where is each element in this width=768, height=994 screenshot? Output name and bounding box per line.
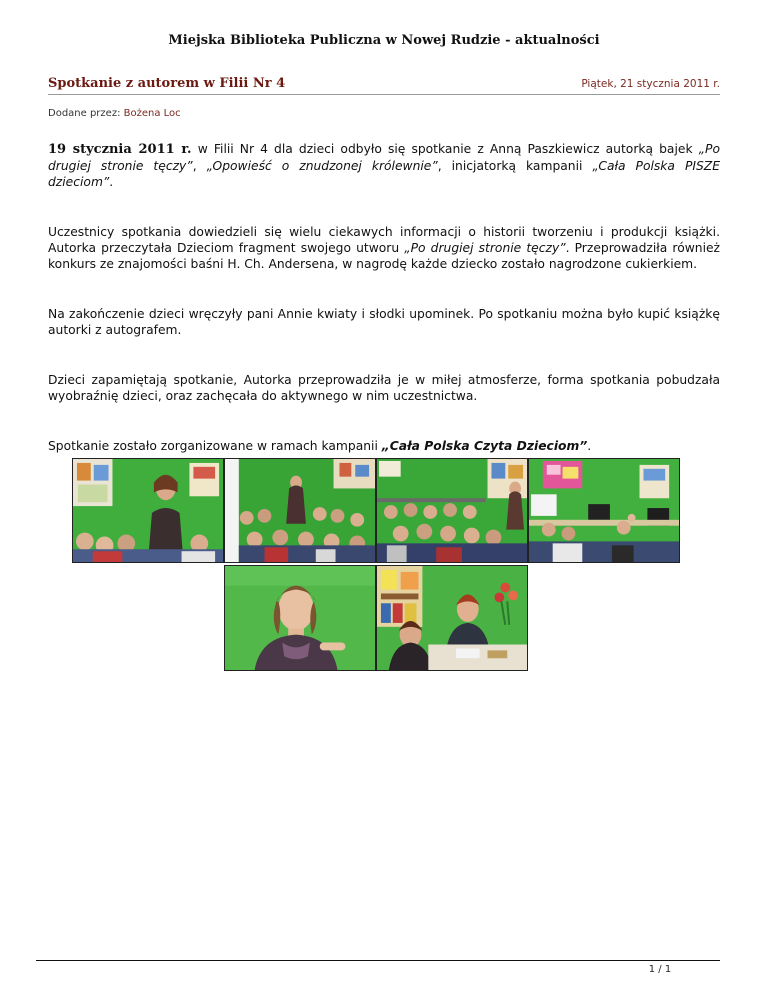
footer-divider	[36, 960, 720, 961]
p5-text: Spotkanie zostało zorganizowane w ramach kampanii	[48, 439, 382, 453]
photo-thumbnail[interactable]	[224, 565, 376, 671]
book-title-2: „Opowieść o znudzonej królewnie”	[206, 159, 438, 173]
paragraph-5	[48, 438, 720, 454]
photo-thumbnail[interactable]	[72, 458, 224, 563]
p2-text-a: Uczestnicy spotkania dowiedzieli się wielu ciekawych informacji o historii tworzeniu i produkcji książki. Autorka przeczytała Dzieciom fragment swojego utworu	[48, 225, 720, 255]
page-number: 1 / 1	[648, 964, 672, 975]
book-title-1: „Po drugiej stronie tęczy”	[48, 142, 720, 173]
added-by	[48, 108, 181, 119]
p2-text-b: . Przeprowadziła również konkurs ze znajomości baśni H. Ch. Andersena, w nagrodę każde dziecko zostało nagrodzone cukierkiem.	[48, 241, 721, 271]
paragraph-3: Na zakończenie dzieci wręczyły pani Annie kwiaty i słodki upominek. Po spotkaniu można było kupić książkę autorki z autografem.	[48, 307, 720, 337]
intro-text-a: w Filii Nr 4 dla dzieci odbyło się spotkanie z Anną Paszkiewicz autorką bajek	[191, 142, 699, 156]
event-date: 19 stycznia 2011 r.	[48, 142, 192, 157]
photo-thumbnail[interactable]	[376, 458, 528, 563]
site-title: Miejska Biblioteka Publiczna w Nowej Rudzie - aktualności	[168, 33, 600, 48]
p5-end: .	[587, 439, 592, 453]
paragraph-4: Dzieci zapamiętają spotkanie, Autorka przeprowadziła je w miłej atmosferze, forma spotkania pobudzała wyobraźnię dzieci, oraz zachęcała do aktywnego w nim uczestnictwa.	[48, 373, 720, 403]
photo-thumbnail[interactable]	[376, 565, 528, 671]
added-by-label: Dodane przez:	[48, 108, 121, 119]
photo-thumbnail[interactable]	[528, 458, 680, 563]
article-header	[48, 76, 720, 95]
intro-text-b: , inicjatorką kampanii	[437, 159, 593, 173]
paragraph-intro	[48, 141, 720, 190]
intro-end: .	[109, 175, 114, 189]
campaign-title-2: „Cała Polska Czyta Dzieciom”	[381, 439, 588, 453]
author-link[interactable]: Bożena Loc	[123, 108, 181, 119]
campaign-title-1: „Cała Polska PISZE dzieciom”	[48, 159, 720, 189]
paragraph-2	[48, 224, 720, 272]
article-title[interactable]: Spotkanie z autorem w Filii Nr 4	[48, 76, 286, 91]
p2-book-title: „Po drugiej stronie tęczy”	[404, 241, 566, 255]
article-date: Piątek, 21 stycznia 2011 r.	[581, 78, 720, 90]
article-body	[48, 141, 720, 454]
intro-sep: ,	[192, 159, 207, 173]
photo-thumbnail[interactable]	[224, 458, 376, 563]
